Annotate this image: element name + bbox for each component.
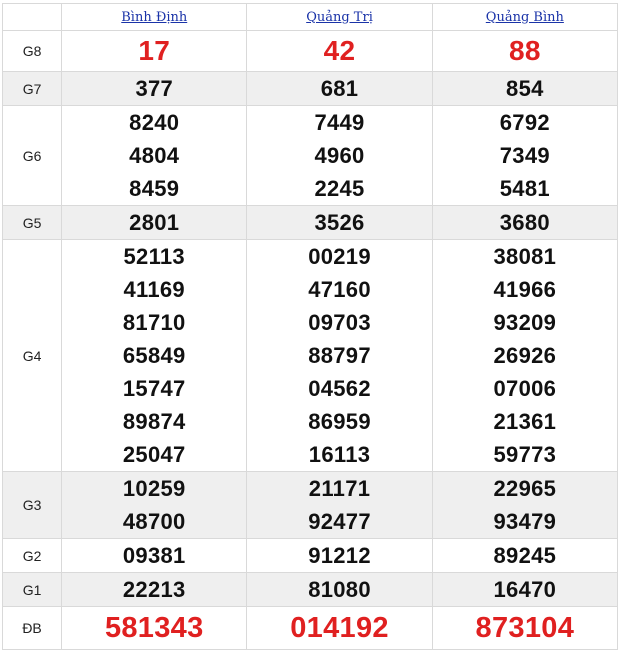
result-number: 4804 (129, 143, 180, 168)
result-number: 93209 (493, 310, 557, 335)
province-link-binh-dinh[interactable]: Bình Định (121, 9, 188, 25)
result-number: 42 (323, 35, 356, 66)
prize-label: ĐB (3, 607, 62, 650)
province-link-quang-binh[interactable]: Quảng Bình (485, 9, 564, 25)
result-number: 15747 (122, 376, 186, 401)
result-number: 2801 (129, 210, 180, 235)
prize-row-g2 (3, 539, 618, 573)
prize-row-g7 (3, 72, 618, 106)
result-number: 4960 (314, 143, 365, 168)
result-number: 09381 (122, 543, 186, 568)
result-cell (62, 240, 247, 472)
result-number: 81080 (308, 577, 371, 602)
result-number: 26926 (493, 343, 557, 368)
result-number: 21171 (308, 476, 371, 501)
result-number: 17 (138, 35, 171, 66)
result-cell (432, 472, 617, 539)
prize-row-special (3, 607, 618, 650)
prize-row-g5 (3, 206, 618, 240)
result-number: 22965 (493, 476, 557, 501)
prize-row-g3 (3, 472, 618, 539)
result-cell (432, 31, 617, 72)
result-cell (62, 472, 247, 539)
result-cell (247, 240, 432, 472)
result-number: 41169 (123, 277, 185, 302)
result-number: 81710 (122, 310, 186, 335)
prize-label: G3 (3, 472, 62, 539)
result-cell (62, 31, 247, 72)
prize-label: G2 (3, 539, 62, 573)
result-cell (247, 573, 432, 607)
result-number: 5481 (499, 176, 550, 201)
prize-label: G4 (3, 240, 62, 472)
result-cell (432, 539, 617, 573)
result-number: 88 (508, 35, 541, 66)
result-number: 41966 (493, 277, 557, 302)
special-prize-number: 581343 (104, 612, 204, 644)
prize-label: G7 (3, 72, 62, 106)
result-number: 8240 (129, 110, 180, 135)
result-number: 86959 (308, 409, 371, 434)
result-number: 65849 (122, 343, 186, 368)
special-prize-number: 873104 (475, 612, 575, 644)
prize-row-g4 (3, 240, 618, 472)
result-number: 04562 (308, 376, 371, 401)
result-number: 09703 (308, 310, 371, 335)
result-number: 10259 (122, 476, 186, 501)
special-prize-number: 014192 (290, 612, 389, 644)
result-cell (432, 240, 617, 472)
result-number: 91212 (308, 543, 371, 568)
result-number: 16470 (493, 577, 557, 602)
result-number: 00219 (308, 244, 371, 269)
result-number: 52113 (123, 244, 185, 269)
header-corner-cell (3, 4, 62, 31)
prize-label: G6 (3, 106, 62, 206)
result-number: 377 (135, 76, 174, 101)
result-number: 3526 (314, 210, 365, 235)
result-number: 25047 (122, 442, 186, 467)
prize-label: G5 (3, 206, 62, 240)
province-link-quang-tri[interactable]: Quảng Trị (306, 9, 373, 25)
result-cell (62, 106, 247, 206)
result-cell (62, 72, 247, 106)
result-number: 89874 (122, 409, 186, 434)
result-cell (432, 607, 617, 650)
prize-row-g8 (3, 31, 618, 72)
result-number: 59773 (493, 442, 557, 467)
result-cell (247, 106, 432, 206)
result-cell (247, 72, 432, 106)
result-number: 8459 (129, 176, 180, 201)
result-number: 47160 (308, 277, 371, 302)
result-number: 681 (320, 76, 359, 101)
prize-label: G1 (3, 573, 62, 607)
result-number: 89245 (493, 543, 557, 568)
result-number: 6792 (499, 110, 550, 135)
result-cell (432, 106, 617, 206)
province-header-quang-tri (247, 4, 432, 31)
result-cell (432, 206, 617, 240)
province-header-quang-binh (432, 4, 617, 31)
result-number: 16113 (308, 442, 371, 467)
province-header-binh-dinh (62, 4, 247, 31)
province-header-row (3, 4, 618, 31)
result-cell (247, 539, 432, 573)
result-number: 92477 (308, 509, 371, 534)
result-cell (247, 31, 432, 72)
result-cell (62, 206, 247, 240)
result-number: 07006 (493, 376, 557, 401)
result-number: 7449 (314, 110, 365, 135)
result-number: 3680 (499, 210, 550, 235)
prize-row-g1 (3, 573, 618, 607)
lottery-results-table (2, 3, 618, 650)
result-number: 48700 (122, 509, 186, 534)
result-number: 93479 (493, 509, 557, 534)
result-number: 21361 (493, 409, 557, 434)
prize-label: G8 (3, 31, 62, 72)
result-cell (432, 573, 617, 607)
result-cell (247, 206, 432, 240)
result-number: 88797 (308, 343, 371, 368)
result-number: 7349 (499, 143, 550, 168)
result-cell (247, 472, 432, 539)
result-number: 38081 (493, 244, 557, 269)
prize-row-g6 (3, 106, 618, 206)
result-cell (62, 607, 247, 650)
result-cell (62, 573, 247, 607)
result-number: 2245 (314, 176, 365, 201)
result-number: 854 (506, 76, 544, 101)
result-cell (62, 539, 247, 573)
result-number: 22213 (122, 577, 186, 602)
result-cell (247, 607, 432, 650)
result-cell (432, 72, 617, 106)
